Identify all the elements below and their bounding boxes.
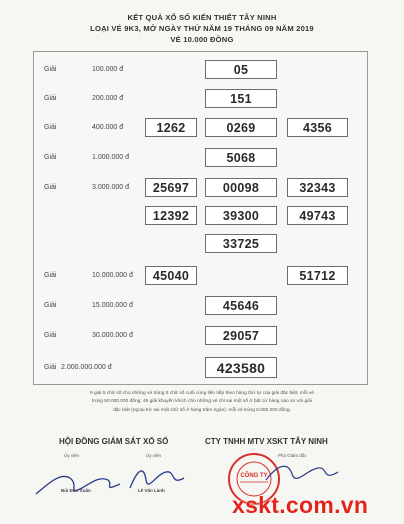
- prize-note: [58, 390, 346, 415]
- prize-label: Giải: [44, 124, 57, 131]
- prize-label: Giải: [44, 272, 57, 279]
- prize-label: Giải: [44, 66, 57, 73]
- winning-number: 12392: [145, 206, 197, 225]
- note-line: 9 giải 5 chữ số cho những vé trùng 5 chữ số cuối cùng liền tiếp theo hàng thứ tự của giải đặc biệt, mỗi vé: [89, 391, 315, 396]
- special-winning-number: 423580: [205, 357, 277, 378]
- prize-amount: 10.000.000 đ: [92, 272, 133, 279]
- prize-amount: 30.000.000 đ: [92, 332, 133, 339]
- winning-number: 33725: [205, 234, 277, 253]
- winning-number: 5068: [205, 148, 277, 167]
- prize-amount: 100.000 đ: [92, 66, 124, 73]
- note-line: đặc biệt (ngoại trừ sai một chữ số ở hàng trăm ngàn). mỗi vé trúng 6.000.000 đồng.: [113, 407, 291, 413]
- prize-amount: 15.000.000 đ: [92, 302, 133, 309]
- winning-number: 51712: [287, 266, 348, 285]
- signature-director: [262, 456, 342, 492]
- stamp-text: CÔNG TY: [240, 473, 268, 479]
- prize-amount: 200.000 đ: [92, 95, 124, 102]
- winning-number: 45646: [205, 296, 277, 315]
- prize-label: Giải: [44, 184, 57, 191]
- winning-number: 4356: [287, 118, 348, 137]
- winning-number: 45040: [145, 266, 197, 285]
- company-name: CTY TNHH MTV XSKT TÂY NINH: [205, 437, 328, 446]
- header-ticket-info: LOẠI VÉ 9K3, MỞ NGÀY THỨ NĂM 19 THÁNG 09 NĂM 2019: [90, 24, 314, 33]
- prize-amount: 2.000.000.000 đ: [61, 364, 112, 371]
- winning-number: 32343: [287, 178, 348, 197]
- winning-number: 29057: [205, 326, 277, 345]
- results-table: [33, 51, 368, 385]
- prize-label: Giải: [44, 364, 57, 371]
- prize-label: Giải: [44, 154, 57, 161]
- prize-label: Giải: [44, 332, 57, 339]
- signer-name-2: Lê Văn Lành: [138, 488, 165, 493]
- prize-label: Giải: [44, 95, 57, 102]
- header-ticket-price: VÉ 10.000 ĐỒNG: [170, 35, 234, 44]
- winning-number: 151: [205, 89, 277, 108]
- note-line: trúng 50.000.000 đồng; 45 giải khuyến khích cho những vé chỉ sai một số ở bất cứ hàng nào so với giải: [92, 399, 312, 405]
- winning-number: 1262: [145, 118, 197, 137]
- prize-amount: 1.000.000 đ: [92, 154, 129, 161]
- signature-1: [30, 462, 130, 502]
- prize-label: Giải: [44, 302, 57, 309]
- winning-number: 00098: [205, 178, 277, 197]
- site-watermark[interactable]: xskt.com.vn: [232, 492, 369, 518]
- member-title-1: Ủy viên: [64, 453, 80, 458]
- signer-name-1: Bùi Đức Xuân: [61, 488, 91, 493]
- winning-number: 25697: [145, 178, 197, 197]
- winning-number: 0269: [205, 118, 277, 137]
- winning-number: 49743: [287, 206, 348, 225]
- header-title: KẾT QUẢ XỔ SỐ KIẾN THIẾT TÂY NINH: [127, 13, 277, 22]
- director-title: Phó Giám đốc: [278, 453, 307, 458]
- member-title-2: Ủy viên: [146, 453, 162, 458]
- prize-amount: 3.000.000 đ: [92, 184, 129, 191]
- prize-amount: 400.000 đ: [92, 124, 124, 131]
- winning-number: 39300: [205, 206, 277, 225]
- supervision-council: HỘI ĐỒNG GIÁM SÁT XỔ SỐ: [59, 437, 169, 446]
- winning-number: 05: [205, 60, 277, 79]
